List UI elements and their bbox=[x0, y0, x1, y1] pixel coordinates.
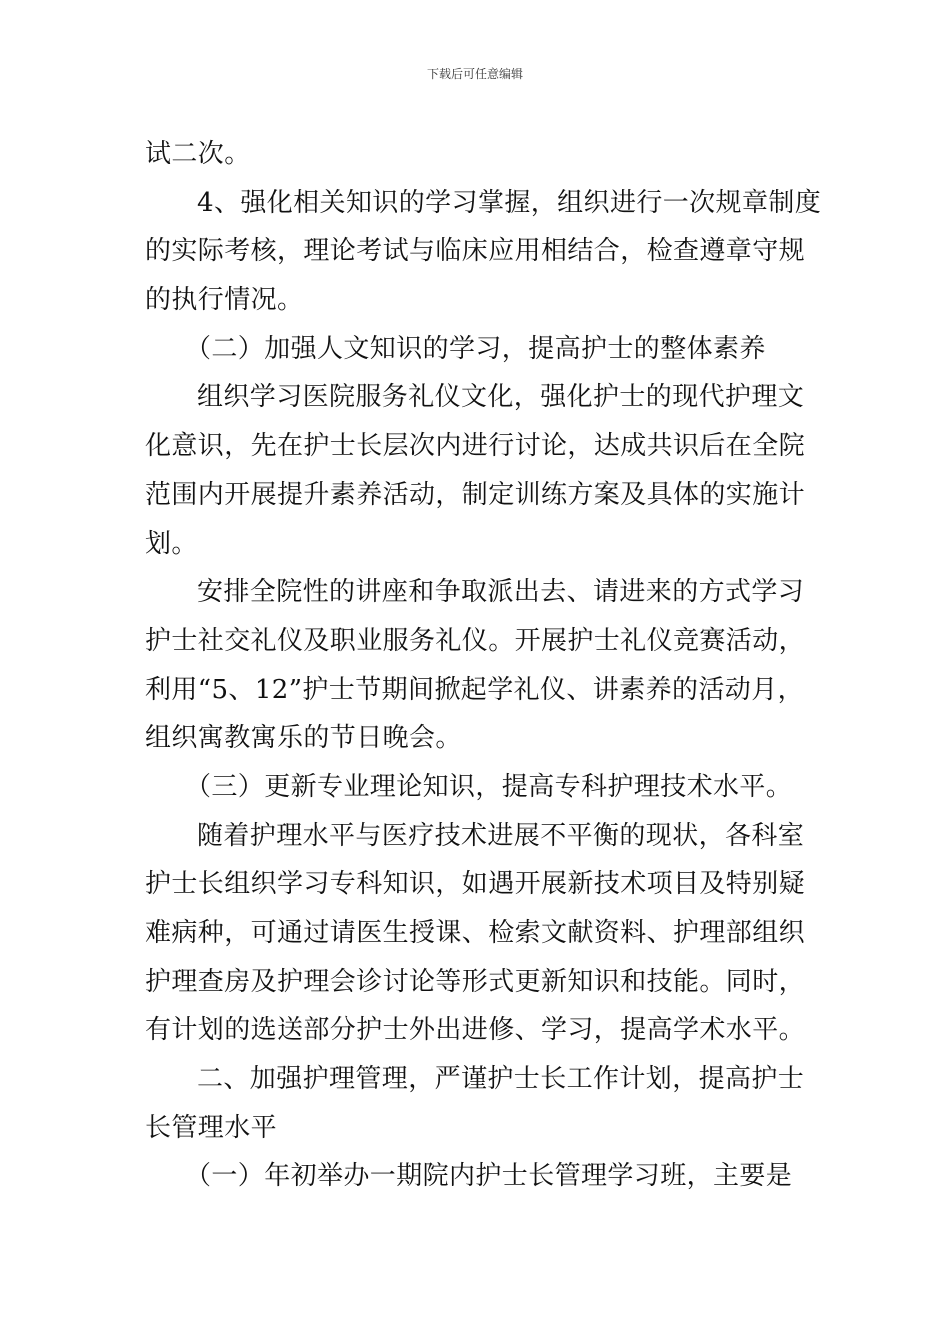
text-line: 利用“5、12”护士节期间掀起学礼仪、讲素养的活动月， bbox=[145, 674, 805, 705]
text-line: 长管理水平 bbox=[145, 1112, 278, 1143]
section-heading: （三）更新专业理论知识，提高专科护理技术水平。 bbox=[185, 771, 793, 802]
text-line: 难病种，可通过请医生授课、检索文献资料、护理部组织 bbox=[145, 918, 806, 948]
text-line: 护士社交礼仪及职业服务礼仪。开展护士礼仪竞赛活动， bbox=[145, 625, 806, 656]
section-heading: 二、加强护理管理，严谨护士长工作计划，提高护士 bbox=[197, 1064, 805, 1095]
text-line: 化意识，先在护士长层次内进行讨论，达成共识后在全院 bbox=[145, 431, 806, 462]
section-heading: （二）加强人文知识的学习，提高护士的整体素养 bbox=[185, 333, 766, 364]
text-line: 有计划的选送部分护士外出进修、学习，提高学术水平。 bbox=[145, 1015, 806, 1046]
text-line: 组织寓教寓乐的节日晚会。 bbox=[145, 723, 462, 754]
text-line: 护理查房及护理会诊讨论等形式更新知识和技能。同时， bbox=[145, 966, 806, 997]
text-line: 的执行情况。 bbox=[145, 285, 304, 316]
text-line: 4、强化相关知识的学习掌握，组织进行一次规章制度 bbox=[197, 187, 822, 218]
text-line: 划。 bbox=[145, 528, 198, 559]
text-line: 安排全院性的讲座和争取派出去、请进来的方式学习 bbox=[197, 577, 805, 608]
document-body bbox=[145, 130, 822, 1201]
section-heading: （一）年初举办一期院内护士长管理学习班，主要是 bbox=[185, 1161, 793, 1192]
text-line: 的实际考核，理论考试与临床应用相结合，检查遵章守规 bbox=[145, 236, 806, 267]
text-line: 试二次。 bbox=[145, 139, 251, 169]
text-line: 组织学习医院服务礼仪文化，强化护士的现代护理文 bbox=[197, 382, 805, 413]
text-line: 随着护理水平与医疗技术进展不平衡的现状，各科室 bbox=[197, 820, 805, 851]
page-header-note: 下载后可任意编辑 bbox=[426, 67, 523, 81]
text-line: 范围内开展提升素养活动，制定训练方案及具体的实施计 bbox=[145, 479, 806, 510]
text-line: 护士长组织学习专科知识，如遇开展新技术项目及特别疑 bbox=[145, 869, 806, 900]
